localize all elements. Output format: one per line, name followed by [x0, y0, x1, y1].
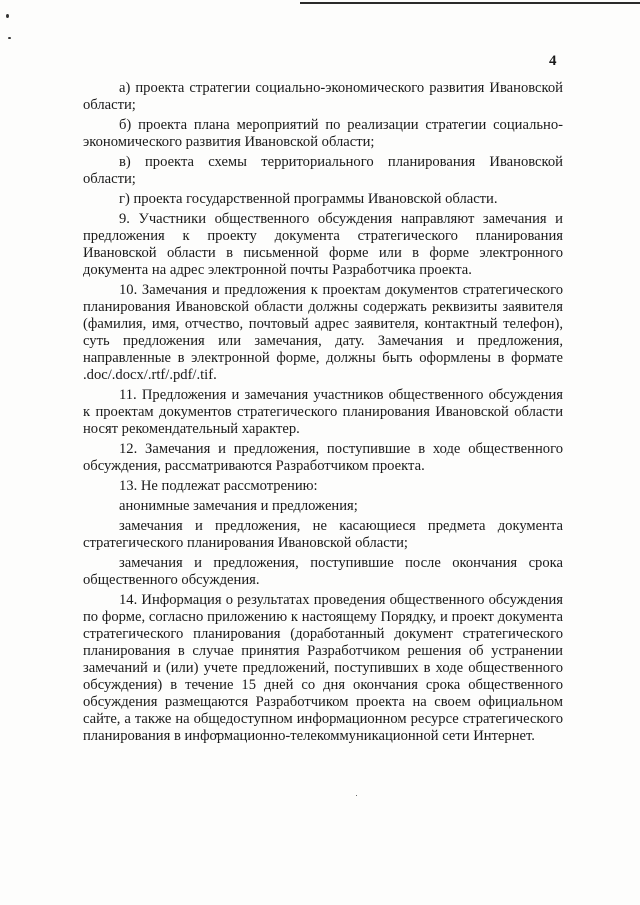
list-item-d: г) проекта государственной программы Ивановской области. [119, 191, 498, 207]
clause-10: 10. Замечания и предложения к проектам документов стратегического планирования Ивановской области должны содержать реквизиты заявителя (фамилия, имя, отчество, почтовый адрес заявителя, контактный телефон), суть предложения или замечания, дату. Замечания и предложения, направленные в электронной форме, должны быть оформлены в формате .doc/.docx/.rtf/.pdf/.tif. [83, 282, 563, 383]
document-body [83, 80, 563, 748]
clause-12: 12. Замечания и предложения, поступившие в ходе общественного обсуждения, рассматриваются Разработчиком проекта. [83, 441, 563, 474]
list-item-c: в) проекта схемы территориального планирования Ивановской области; [83, 154, 563, 187]
clause-13-item-3: замечания и предложения, поступившие после окончания срока общественного обсуждения. [83, 555, 563, 588]
clause-13-item-1: анонимные замечания и предложения; [119, 498, 358, 514]
scan-speck [356, 795, 357, 796]
scan-speck [8, 37, 11, 39]
page-number: 4 [549, 53, 557, 69]
list-item-b: б) проекта плана мероприятий по реализации стратегии социально-экономического развития Ивановской области; [83, 117, 563, 150]
clause-11: 11. Предложения и замечания участников общественного обсуждения к проектам документов стратегического планирования Ивановской области носят рекомендательный характер. [83, 387, 563, 437]
scan-speck [6, 14, 9, 18]
clause-9: 9. Участники общественного обсуждения направляют замечания и предложения к проекту документа стратегического планирования Ивановской области в письменной форме или в форме электронного документа на адрес электронной почты Разработчика проекта. [83, 211, 563, 278]
clause-13-item-2: замечания и предложения, не касающиеся предмета документа стратегического планирования Ивановской области; [83, 518, 563, 551]
clause-13: 13. Не подлежат рассмотрению: [119, 478, 318, 494]
scan-edge-line [300, 2, 640, 4]
clause-14: 14. Информация о результатах проведения общественного обсуждения по форме, согласно приложению к настоящему Порядку, и проект документа стратегического планирования (доработанный документ стратегического планирования в случае принятия Разработчиком решения об устранении замечаний и (или) учете предложений, поступивших в ходе общественного обсуждения) в течение 15 дней со дня окончания срока общественного обсуждения размещаются Разработчиком проекта на своем официальном сайте, а также на общедоступном информационном ресурсе стратегического планирования в информационно-телекоммуникационной сети Интернет. [83, 592, 563, 744]
list-item-a: а) проекта стратегии социально-экономического развития Ивановской области; [83, 80, 563, 113]
